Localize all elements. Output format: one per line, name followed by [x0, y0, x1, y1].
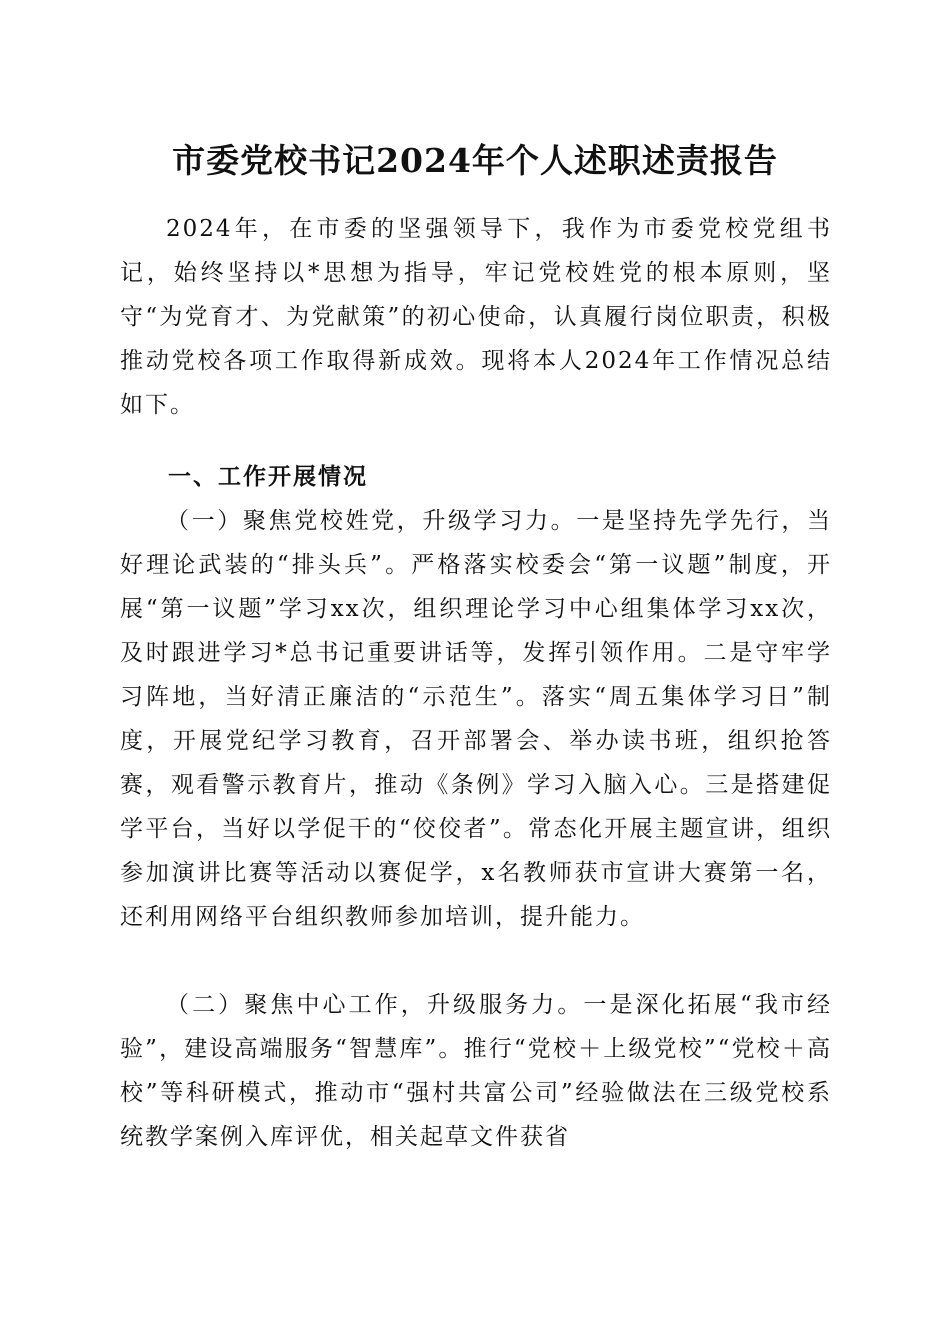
body-paragraph-1: （一）聚焦党校姓党，升级学习力。一是坚持先学先行，当好理论武装的“排头兵”。严格落实校委会“第一议题”制度，开展“第一议题”学习xx次，组织理论学习中心组集体学习xx次，及时跟进学习*总书记重要讲话等，发挥引领作用。二是守牢学习阵地，当好清正廉洁的“示范生”。落实“周五集体学习日”制度，开展党纪学习教育，召开部署会、举办读书班，组织抢答赛，观看警示教育片，推动《条例》学习入脑入心。三是搭建促学平台，当好以学促干的“佼佼者”。常态化开展主题宣讲，组织参加演讲比赛等活动以赛促学，x名教师获市宣讲大赛第一名，还利用网络平台组织教师参加培训，提升能力。 [120, 508, 832, 930]
body-paragraph-2: （二）聚焦中心工作，升级服务力。一是深化拓展“我市经验”，建设高端服务“智慧库”。推行“党校＋上级党校”“党校＋高校”等科研模式，推动市“强村共富公司”经验做法在三级党校系统教学案例入库评优，相关起草文件获省 [120, 992, 832, 1150]
section-heading: 一、工作开展情况 [168, 464, 368, 490]
intro-paragraph: 2024年，在市委的坚强领导下，我作为市委党校党组书记，始终坚持以*思想为指导，牢记党校姓党的根本原则，坚守“为党育才、为党献策”的初心使命，认真履行岗位职责，积极推动党校各项工作取得新成效。现将本人2024年工作情况总结如下。 [120, 216, 832, 418]
document-title: 市委党校书记2024年个人述职述责报告 [172, 141, 778, 180]
